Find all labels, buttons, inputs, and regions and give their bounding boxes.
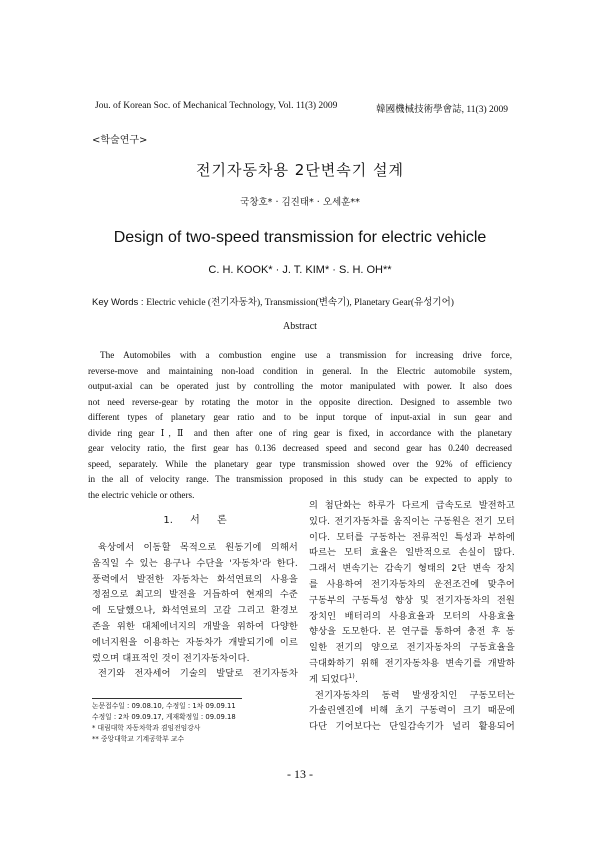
body-line: 의 첨단화는 하루가 다르게 급속도로 발전하고 xyxy=(309,500,515,511)
body-line: 전기자동차의 동력 발생장치인 구동모터는 xyxy=(315,689,515,701)
abstract-line: speed, separately. While the planetary gear type transmission showed over the 92% of efficiency xyxy=(88,458,512,469)
body-line: 일한 전기의 양으로 전기자동차의 구동효율을 xyxy=(309,642,515,654)
article-category: <학술연구> xyxy=(92,135,148,146)
abstract-line: divide ring gear Ⅰ, Ⅱ and then after one of ring gear is fixed, in accordance with the planetary xyxy=(88,427,512,438)
body-line: 가솔린엔진에 비해 초기 구동력이 크기 때문에 xyxy=(309,705,515,717)
english-title: Design of two-speed transmission for electric vehicle xyxy=(113,229,487,246)
footnotes xyxy=(92,701,236,745)
left-column-body xyxy=(92,540,298,682)
abstract-line: different types of planetary gear ratio and to be input torque of input-axial in sun gear and xyxy=(88,412,512,422)
keywords xyxy=(92,294,454,308)
body-line: 장치인 배터리의 사용효율과 모터의 사용효율 xyxy=(309,610,515,622)
body-line: 이다. 모터를 구동하는 전류적인 특성과 부하에 xyxy=(309,531,515,543)
body-line: 에너지원을 이용하는 자동차가 개발되기에 이르 xyxy=(92,636,298,648)
abstract-line: The Automobiles with a combustion engine use a transmission for increasing drive force, xyxy=(100,350,512,360)
keywords-label: Key Words : xyxy=(92,297,147,308)
korean-authors: 국창호* · 김진태* · 오세훈** xyxy=(240,197,360,208)
abstract-line: in the all of velocity range. The transmission proposed in this study can be expected to apply to xyxy=(88,474,512,484)
abstract-title: Abstract xyxy=(283,321,317,332)
body-line: 따르는 모터 효율은 일반적으로 손실이 많다. xyxy=(309,547,515,559)
footnote-received: 논문접수일 : 09.08.10, 수정일 : 1차 09.09.11 xyxy=(92,702,236,710)
journal-header-korean: 韓國機械技術學會誌, 11(3) 2009 xyxy=(376,105,508,115)
body-line: 다단 기어보다는 단일감속기가 널리 활용되어 xyxy=(309,721,515,733)
footnote-author-2: ** 중앙대학교 기계공학부 교수 xyxy=(92,735,185,743)
body-line: 에 도달했으나, 화석연료의 고갈 그리고 환경보 xyxy=(92,605,298,617)
body-line: 전기와 전자세어 기술의 발달로 전기자동차 xyxy=(98,668,298,680)
abstract-line: not need reverse-gear by rotating the motor in the opposite direction. Designed to assemble two xyxy=(88,396,512,407)
page-number: - 13 - xyxy=(287,767,313,781)
body-line: 향상을 도모한다. 본 연구를 통하여 충전 후 동 xyxy=(309,626,515,638)
abstract-line: gear velocity ratio, the first gear has 0.136 decreased speed and second gear has 0.240 decreased xyxy=(88,443,512,453)
footnote-divider xyxy=(92,698,242,699)
korean-title: 전기자동차용 2단변속기 설계 xyxy=(196,161,404,179)
body-line: 있다. 전기자동차를 움직이는 구동원은 전기 모터 xyxy=(309,515,515,527)
body-line: 게 되었다$^{1)}$. xyxy=(309,672,359,685)
body-line: 존을 위한 대체에너지의 개발을 위하여 다양한 xyxy=(92,620,298,632)
reference-marker: 1) xyxy=(348,672,355,680)
body-line: 움직일 수 있는 용구나 수단을 '자동차'라 한다. xyxy=(92,557,298,569)
abstract-body xyxy=(88,348,512,503)
abstract-line: the electric vehicle or others. xyxy=(88,489,195,500)
body-line: 극대화하기 위해 전기자동차용 변속기를 개발하 xyxy=(309,657,515,669)
body-line: 를 사용하여 전기자동차의 운전조건에 맞추어 xyxy=(309,578,515,590)
section-1-heading: 1. 서 론 xyxy=(163,515,227,526)
english-authors: C. H. KOOK* · J. T. KIM* · S. H. OH** xyxy=(208,264,392,276)
abstract-line: reverse-move and maintaining non-load condition in general. In the Electric automobile system, xyxy=(88,365,512,376)
body-line: 풍력에서 발전한 자동차는 화석연료의 사용을 xyxy=(92,573,298,585)
abstract-line: output-axial can be operated just by controlling the motor manipulated with power. It also does xyxy=(88,381,512,391)
keywords-text: Electric vehicle (전기자동차), Transmission(변속기), Planetary Gear(유성기어) xyxy=(146,298,454,308)
right-column-body xyxy=(309,498,515,735)
footnote-revised: 수정일 : 2차 09.09.17, 게재확정일 : 09.09.18 xyxy=(92,713,236,721)
body-line: 구동부의 구동특성 향상 및 전기자동차의 전원 xyxy=(309,594,515,606)
journal-header-english: Jou. of Korean Soc. of Mechanical Technology, Vol. 11(3) 2009 xyxy=(95,101,338,111)
body-line: 그래서 변속기는 감속기 형태의 2단 변속 장치 xyxy=(309,563,515,575)
body-line: 렀으며 대표적인 것이 전기자동차이다. xyxy=(92,652,250,664)
body-line: 정점으로 최고의 발전을 거듭하여 현재의 수준 xyxy=(92,589,298,601)
footnote-author-1: * 대림대학 자동차학과 겸임전임강사 xyxy=(92,724,201,732)
body-line: 육상에서 이동할 목적으로 원동기에 의해서 xyxy=(98,542,298,553)
